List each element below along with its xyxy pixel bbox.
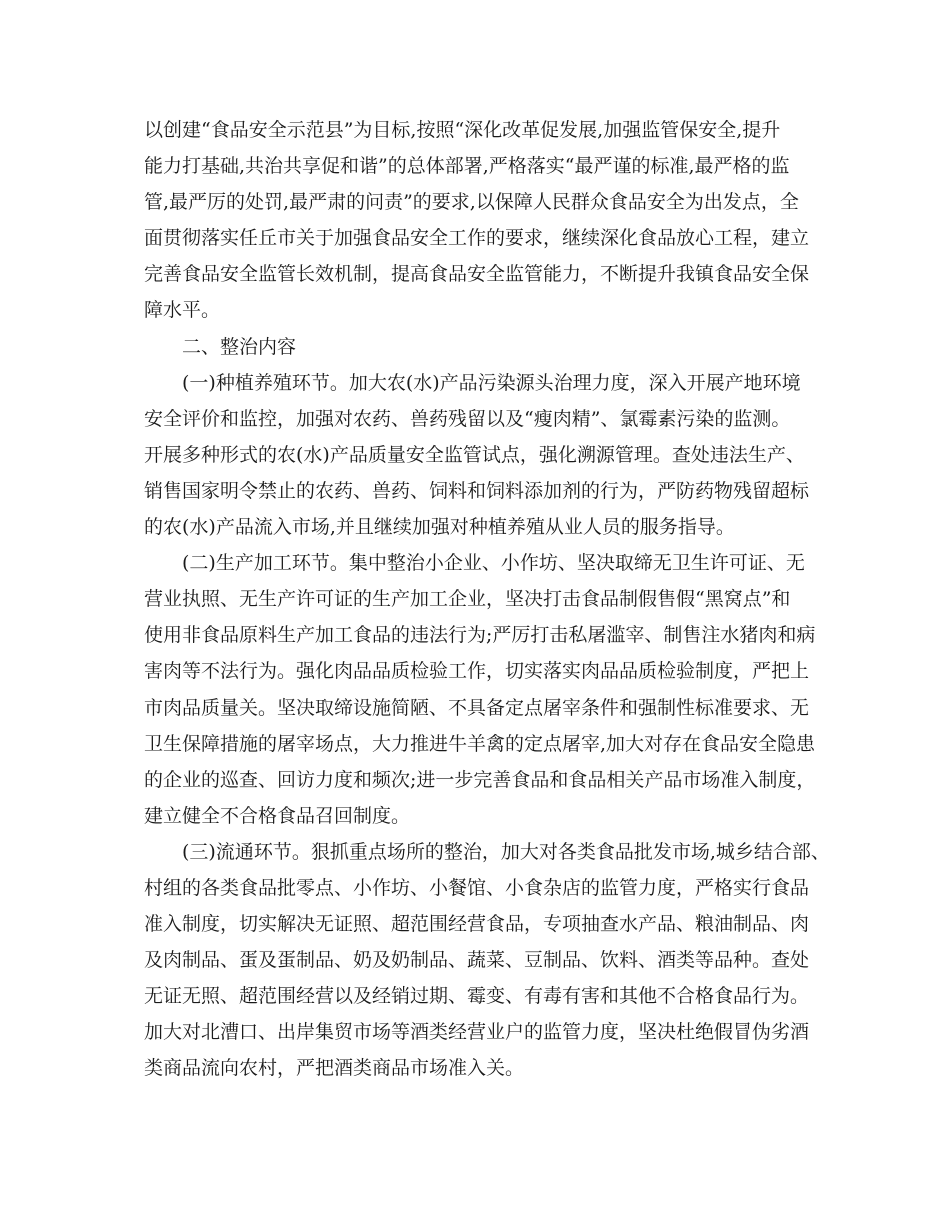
text-line: 市肉品质量关。坚决取缔设施简陋、不具备定点屠宰条件和强制性标准要求、无 [144, 696, 810, 719]
text-line: 加大对北漕口、出岸集贸市场等酒类经营业户的监管力度，坚决杜绝假冒伪劣酒 [144, 1021, 810, 1044]
text-line: 类商品流向农村，严把酒类商品市场准入关。 [144, 1057, 525, 1080]
text-line: 管,最严厉的处罚,最严肃的问责”的要求,以保障人民群众食品安全为出发点，全 [144, 191, 799, 214]
text-line: (三)流通环节。狠抓重点场所的整治，加大对各类食品批发市场,城乡结合部、 [182, 840, 830, 863]
text-line: (二)生产加工环节。集中整治小企业、小作坊、坚决取缔无卫生许可证、无 [182, 552, 805, 575]
text-line: 障水平。 [144, 299, 221, 322]
text-line: 村组的各类食品批零点、小作坊、小餐馆、小食杂店的监管力度，严格实行食品 [144, 876, 810, 899]
text-line: 开展多种形式的农(水)产品质量安全监管试点，强化溯源管理。查处违法生产、 [144, 443, 805, 466]
text-line: 营业执照、无生产许可证的生产加工企业，坚决打击食品制假售假“黑窝点”和 [144, 588, 791, 611]
text-line: 以创建“食品安全示范县”为目标,按照“深化改革促发展,加强监管保安全,提升 [144, 119, 781, 141]
text-line: 无证无照、超范围经营以及经销过期、霉变、有毒有害和其他不合格食品行为。 [144, 985, 810, 1008]
text-line: 能力打基础,共治共享促和谐”的总体部署,严格落实“最严谨的标准,最严格的监 [144, 155, 790, 178]
text-line: 的企业的巡查、回访力度和频次;进一步完善食品和食品相关产品市场准入制度， [144, 768, 816, 791]
text-line: 完善食品安全监管长效机制，提高食品安全监管能力，不断提升我镇食品安全保 [144, 263, 810, 286]
text-line: 害肉等不法行为。强化肉品品质检验工作，切实落实肉品品质检验制度，严把上 [144, 660, 810, 683]
text-line: (一)种植养殖环节。加大农(水)产品污染源头治理力度，深入开展产地环境 [182, 371, 801, 394]
text-line: 的农(水)产品流入市场,并且继续加强对种植养殖从业人员的服务指导。 [144, 516, 735, 539]
text-line: 准入制度，切实解决无证照、超范围经营食品，专项抽查水产品、粮油制品、肉 [144, 913, 810, 936]
text-line: 面贯彻落实任丘市关于加强食品安全工作的要求，继续深化食品放心工程，建立 [144, 227, 810, 250]
document-body [144, 112, 834, 1087]
text-line: 及肉制品、蛋及蛋制品、奶及奶制品、蔬菜、豆制品、饮料、酒类等品种。查处 [144, 949, 810, 972]
text-line: 卫生保障措施的屠宰场点，大力推进牛羊禽的定点屠宰,加大对存在食品安全隐患 [144, 732, 816, 755]
text-line: 使用非食品原料生产加工食品的违法行为;严厉打击私屠滥宰、制售注水猪肉和病 [144, 624, 816, 647]
text-line: 销售国家明令禁止的农药、兽药、饲料和饲料添加剂的行为，严防药物残留超标 [144, 479, 810, 502]
section-heading: 二、整治内容 [182, 335, 297, 358]
text-line: 建立健全不合格食品召回制度。 [144, 804, 411, 827]
text-line: 安全评价和监控，加强对农药、兽药残留以及“瘦肉精”、氯霉素污染的监测。 [144, 407, 791, 430]
